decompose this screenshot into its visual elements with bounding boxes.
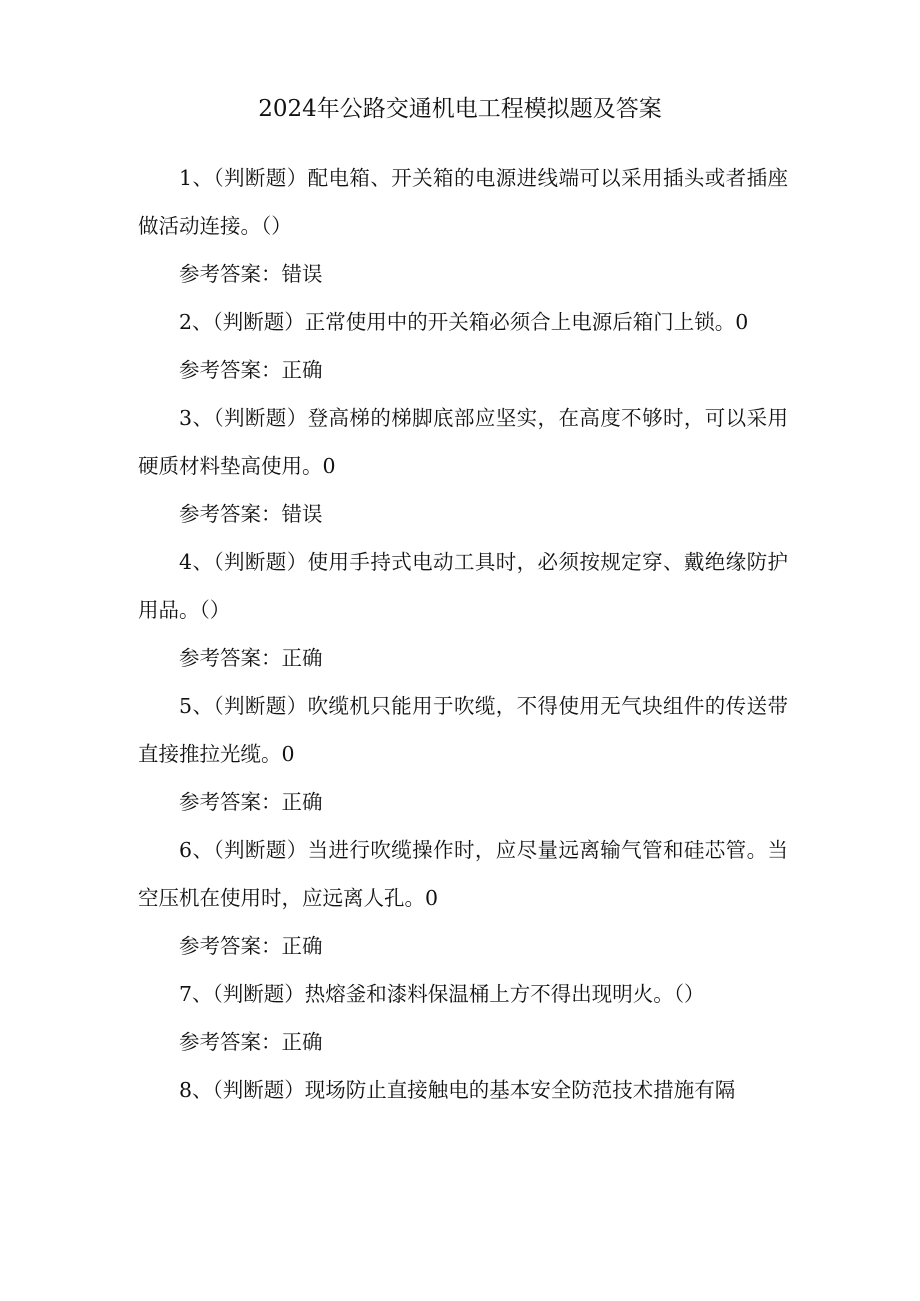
answer-5: 参考答案：正确	[179, 790, 323, 814]
answer-2: 参考答案：正确	[179, 358, 323, 382]
answer-6: 参考答案：正确	[179, 934, 323, 958]
question-4-text: 4、（判断题）使用手持式电动工具时，必须按规定穿、戴绝缘防护用品。（）	[138, 550, 788, 622]
document-title: 2024年公路交通机电工程模拟题及答案	[258, 96, 662, 122]
question-list	[138, 154, 788, 1114]
answer-1: 参考答案：错误	[179, 262, 323, 286]
answer-4: 参考答案：正确	[179, 646, 323, 670]
answer-7: 参考答案：正确	[179, 1030, 323, 1054]
question-6-text: 6、（判断题）当进行吹缆操作时，应尽量远离输气管和硅芯管。当空压机在使用时，应远离人孔。0	[138, 838, 788, 910]
question-8-text: 8、（判断题）现场防止直接触电的基本安全防范技术措施有隔	[179, 1078, 736, 1102]
answer-3: 参考答案：错误	[179, 502, 323, 526]
question-7-text: 7、（判断题）热熔釜和漆料保温桶上方不得出现明火。（）	[179, 982, 705, 1006]
question-3-text: 3、（判断题）登高梯的梯脚底部应坚实，在高度不够时，可以采用硬质材料垫高使用。0	[138, 406, 788, 478]
question-5-text: 5、（判断题）吹缆机只能用于吹缆，不得使用无气块组件的传送带直接推拉光缆。0	[138, 694, 788, 766]
question-1-text: 1、（判断题）配电箱、开关箱的电源进线端可以采用插头或者插座做活动连接。（）	[138, 166, 788, 238]
question-2-text: 2、（判断题）正常使用中的开关箱必须合上电源后箱门上锁。0	[179, 310, 749, 334]
